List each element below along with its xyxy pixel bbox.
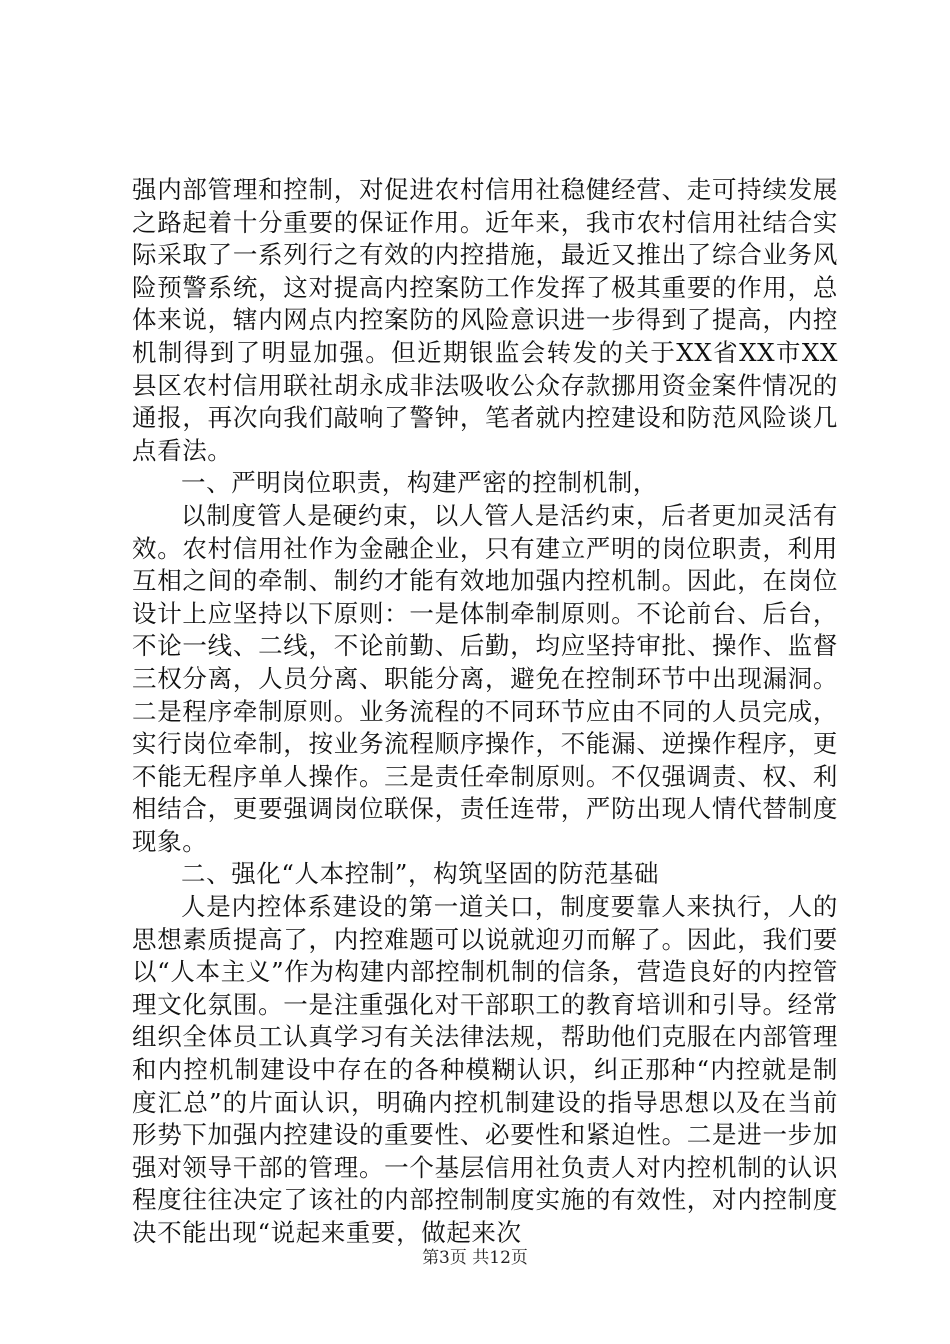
page-footer: [0, 1243, 950, 1268]
section-heading-2: 二、强化“人本控制”，构筑坚固的防范基础: [181, 859, 660, 889]
paragraph-intro: 强内部管理和控制，对促进农村信用社稳健经营、走可持续发展之路起着十分重要的保证作用。近年来，我市农村信用社结合实际采取了一系列行之有效的内控措施，最近又推出了综合业务风险预警系统，这对提高内控案防工作发挥了极其重要的作用，总体来说，辖内网点内控案防的风险意识进一步得到了提高，内控机制得到了明显加强。但近期银监会转发的关于XX省XX市XX县区农村信用联社胡永成非法吸收公众存款挪用资金案件情况的通报，再次向我们敲响了警钟，笔者就内控建设和防范风险谈几点看法。: [132, 175, 838, 465]
document-body: [132, 174, 838, 1250]
page-number-label: 第3页 共12页: [422, 1248, 528, 1268]
paragraph-section-1: 以制度管人是硬约束，以人管人是活约束，后者更加灵活有效。农村信用社作为金融企业，只有建立严明的岗位职责，利用互相之间的牵制、制约才能有效地加强内控机制。因此，在岗位设计上应坚持以下原则：一是体制牵制原则。不论前台、后台，不论一线、二线，不论前勤、后勤，均应坚持审批、操作、监督三权分离，人员分离、职能分离，避免在控制环节中出现漏洞。二是程序牵制原则。业务流程的不同环节应由不同的人员完成，实行岗位牵制，按业务流程顺序操作，不能漏、逆操作程序，更不能无程序单人操作。三是责任牵制原则。不仅强调责、权、利相结合，更要强调岗位联保，责任连带，严防出现人情代替制度现象。: [132, 500, 838, 856]
section-heading-1: 一、严明岗位职责，构建严密的控制机制，: [181, 468, 658, 498]
paragraph-section-2: 人是内控体系建设的第一道关口，制度要靠人来执行，人的思想素质提高了，内控难题可以说就迎刃而解了。因此，我们要以“人本主义”作为构建内部控制机制的信条，营造良好的内控管理文化氛围。一是注重强化对干部职工的教育培训和引导。经常组织全体员工认真学习有关法律法规，帮助他们克服在内部管理和内控机制建设中存在的各种模糊认识，纠正那种“内控就是制度汇总”的片面认识，明确内控机制建设的指导思想以及在当前形势下加强内控建设的重要性、必要性和紧迫性。二是进一步加强对领导干部的管理。一个基层信用社负责人对内控机制的认识程度往往决定了该社的内部控制制度实施的有效性，对内控制度决不能出现“说起来重要，做起来次: [132, 892, 838, 1247]
